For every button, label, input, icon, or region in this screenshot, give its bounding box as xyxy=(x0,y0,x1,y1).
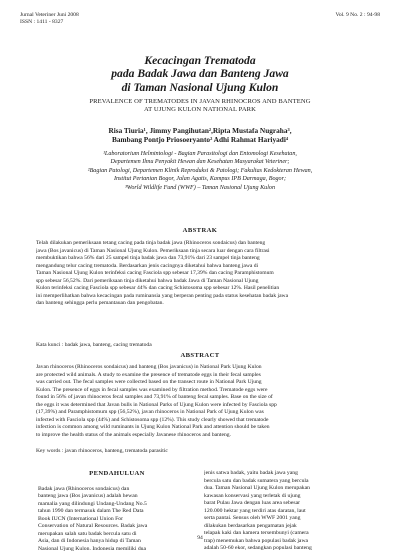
body-line: Conservation of Natural Resources. Badak jawa xyxy=(38,523,196,531)
body-line: banteng jawa (Bos javanicus) adalah hewan xyxy=(38,493,196,501)
english-title-line: AT UJUNG KULON NATIONAL PARK xyxy=(46,106,354,114)
affiliation-line: ³World Wildlife Fund (WWF) – Taman Nasional Ujung Kulon xyxy=(40,184,360,192)
body-line: merupakan salah satu badak bercula satu di xyxy=(38,531,196,539)
abstrak-line: spp sebesar 56,52%. Dari pemeriksaan tinja diketahui bahwa badak Jawa di Taman Nasional Ujung xyxy=(36,278,364,286)
abstract-line: the eggs it was determined that Javan bulls in National Parks of Ujung Kulon were infected by Fasciola spp xyxy=(36,402,364,410)
affiliation-line: ²Bagian Patologi, Departemen Klinik Reproduksi & Patologi; Fakultas Kedokteran Hewan, xyxy=(40,167,360,175)
abstract-line: Kulon. The presence of eggs in fecal samples was examined by filtration method. Trematode eggs were xyxy=(36,387,364,395)
abstrak-line: Telah dilakukan pemeriksaan tetang cacing pada tinja badak jawa (Rhinoceros sondaicus) dan banteng xyxy=(36,240,364,248)
body-line: telapak kaki dan kamera tersembunyi (camera xyxy=(204,530,362,538)
author-line: Bambang Pontjo Priosoeryanto² Adhi Rahmat Hariyadi⁴ xyxy=(60,135,340,144)
body-line: kawasan konservasi yang terletak di ujung xyxy=(204,493,362,501)
paper-title xyxy=(40,54,360,94)
volume-info: Vol. 9 No. 2 : 94-98 xyxy=(336,12,381,18)
page-number: 94 xyxy=(0,535,400,541)
abstract-line: Javan rhinoceros (Rhinoceros sondaicus) and banteng (Bos javanicus) in National Park Ujung Kulon xyxy=(36,364,364,372)
abstract-heading: ABSTRACT xyxy=(0,352,400,359)
title-line: pada Badak Jawa dan Banteng Jawa xyxy=(40,67,360,80)
body-line: jenis satwa badak, yaitu badak jawa yang xyxy=(204,470,362,478)
abstrak-line: ini memperlihatkan bahwa kecacingan pada ruminansia yang berperan penting pada status kesehatan badak jawa xyxy=(36,293,364,301)
abstract-text xyxy=(36,364,364,439)
running-header-left xyxy=(20,12,79,27)
abstract-keywords: Key words : javan rhinoceros, banteng, trematoda parasitic xyxy=(36,448,364,456)
body-line: dilakukan berdasarkan pengamatan jejak xyxy=(204,523,362,531)
body-line: Book IUCN (International Union For xyxy=(38,516,196,524)
body-line: Asia, dan di Indonesia hanya hidup di Taman xyxy=(38,538,196,546)
body-line: Nasional Ujung Kulon. Indonesia memiliki dua xyxy=(38,546,196,553)
abstrak-heading: ABSTRAK xyxy=(0,227,400,234)
body-line: mamalia yang dilindungi Undang-Undang No.5 xyxy=(38,501,196,509)
abstract-line: to improve the health status of the animals especially Javanese rhinoceros and banteng. xyxy=(36,432,364,440)
introduction-heading: PENDAHULUAN xyxy=(38,470,196,478)
abstract-line: are protected wild animals. A study to examine the presence of trematode eggs in their fecal samples xyxy=(36,372,364,380)
body-line: Badak jawa (Rhinoceros sondaicus) dan xyxy=(38,486,196,494)
english-title xyxy=(46,98,354,115)
body-line: 120.000 hektar yang terdiri atas daratan, laut xyxy=(204,508,362,516)
body-line: dua. Taman Nasional Ujung Kulon merupakan xyxy=(204,485,362,493)
body-line: bercula satu dan badak sumatera yang bercula xyxy=(204,478,362,486)
title-line: di Taman Nasional Ujung Kulon xyxy=(40,81,360,94)
body-line: trap) menemukan bahwa populasi badak jawa xyxy=(204,538,362,546)
abstrak-line: mengandung telur cacing trematoda. Berdasarkan jenis cacingnya diketahui bahwa banteng jawa di xyxy=(36,263,364,271)
journal-name: Jurnal Veteriner Juni 2008 xyxy=(20,12,79,19)
abstract-line: was carried out. The fecal samples were collected based on the transect route in National Park Ujung xyxy=(36,379,364,387)
abstrak-line: jawa (Bos javanicus) di Taman Nasional Ujung Kulon. Pemeriksaan tinja secara luar dengan cara filtrasi xyxy=(36,248,364,256)
affiliation-line: Departemen Ilmu Penyakit Hewan dan Kesehatan Masyarakat Veteriner; xyxy=(40,158,360,166)
affiliations xyxy=(40,150,360,192)
author-list xyxy=(60,126,340,145)
body-line: tahun 1990 dan termasuk dalam The Red Data xyxy=(38,508,196,516)
abstract-line: (17,39%) and Paramphistomum spp (56,52%), javan rhinoceros in National Park of Ujung Kulon was xyxy=(36,409,364,417)
english-title-line: PREVALENCE OF TREMATODES IN JAVAN RHINOCROS AND BANTENG xyxy=(46,98,354,106)
abstrak-line: Kulon terinfeksi cacing Fasciola spp sebesar 44% dan cacing Schistosoma spp sebesar 12%. Hasil penelitian xyxy=(36,285,364,293)
body-line: adalah 50-60 ekor, sedangkan populasi banteng xyxy=(204,545,362,553)
affiliation-line: ¹Laboratorium Helmintologi - Bagian Parasitologi dan Entomologi Kesehatan, xyxy=(40,150,360,158)
abstract-line: found in 56% of javan rhinoceros fecal samples and 73,91% of banteng fecal samples. Base on the size of xyxy=(36,394,364,402)
abstrak-keywords: Kata kunci : badak jawa, banteng, cacing trematoda xyxy=(36,342,364,350)
abstrak-line: dan banteng sehingga perlu pemantauan dan pengobatan. xyxy=(36,300,364,308)
body-line: barat Pulau Jawa dengan luas area sebesar xyxy=(204,500,362,508)
body-line: serta pantai. Sensus oleh WWF 2001 yang xyxy=(204,515,362,523)
abstract-line: infection is common among wild ruminants in Ujung Kulon National Park and attention should be taken xyxy=(36,424,364,432)
abstrak-text xyxy=(36,240,364,308)
abstract-line: infected with Fasciola spp (44%) and Schistosoma spp (12%). This study clearly showed that trematode xyxy=(36,417,364,425)
author-line: Risa Tiuria¹, Jimmy Pangihutan²,Ripta Mustafa Nugraha³, xyxy=(60,126,340,135)
abstrak-line: Taman Nasional Ujung Kulon terinfeksi cacing Fasciola spp sebesar 17,39% dan cacing Paramphistomum xyxy=(36,270,364,278)
affiliation-line: Institut Pertanian Bogor, Jalan Agatis, Kampus IPB Darmaga, Bogor; xyxy=(40,175,360,183)
abstrak-line: membuktikan bahwa 56% dari 25 sampel tinja badak jawa dan 73,91% dari 23 sampel tinja banteng xyxy=(36,255,364,263)
title-line: Kecacingan Trematoda xyxy=(40,54,360,67)
issn: ISSN : 1411 - 8327 xyxy=(20,19,79,26)
